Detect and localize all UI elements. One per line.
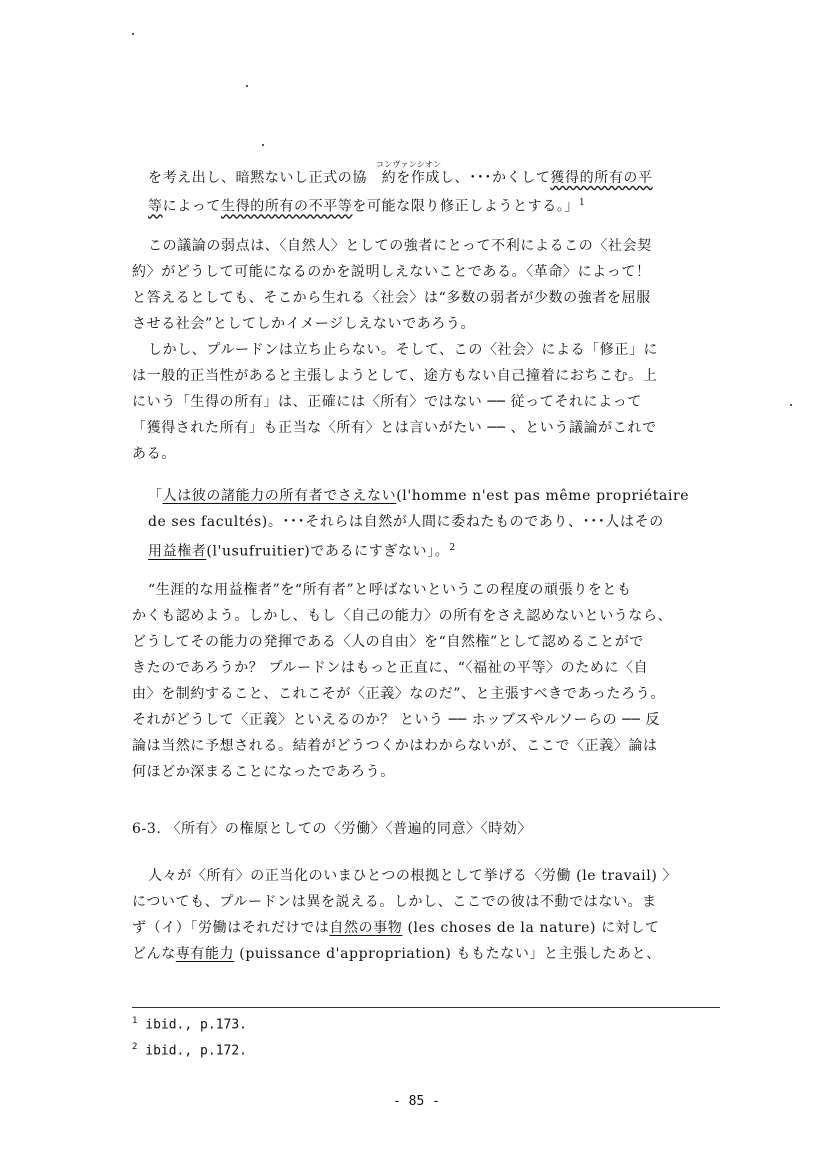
underlined-span: 専有能力: [175, 946, 235, 962]
p4-line-1: “生涯的な用益権者”を“所有者”と呼ばないというこの程度の頑張りをとも: [148, 582, 632, 598]
p4-line-4: きたのであろうか？ プルードンはもっと正直に、“〈福祉の平等〉のために〈自: [132, 660, 649, 676]
text-span: どんな: [132, 946, 176, 962]
scan-speck: [262, 144, 264, 146]
footnote-ref: 1: [579, 198, 586, 208]
p2-line-4: させる社会”としてしかイメージしえないであろう。: [132, 316, 476, 332]
underlined-span: 人は彼の諸能力の所有者でさえない: [162, 488, 397, 504]
quote-line-2: de ses facultés)。･･･それらは自然が人間に委ねたものであり、･･･人はその: [148, 514, 664, 530]
footnote-ref: 2: [449, 543, 456, 553]
p3-line-3: にいう「生得の所有」は、正確には〈所有〉ではない ── 従ってそれによって: [132, 394, 642, 410]
ruby-base: 協 約: [352, 170, 397, 186]
text-span: ず（イ）「労働はそれだけでは: [132, 920, 330, 936]
p4-line-5: 由〉を制約すること、これこそが〈正義〉なのだ”、と主張すべきであったろう。: [132, 686, 665, 702]
p3-line-1: しかし、プルードンは立ち止らない。そして、この〈社会〉による「修正」に: [148, 342, 659, 358]
text-span: (l'usufruitier)であるにすぎない」。: [206, 543, 450, 560]
furigana: コンヴァンシオン: [376, 160, 442, 169]
underlined-span: 自然の事物: [329, 920, 403, 936]
footnote-text: ibid., p.173.: [137, 1017, 247, 1033]
p5-line-1: 人々が〈所有〉の正当化のいまひとつの根拠として挙げる〈労働 (le travail) 〉: [148, 868, 678, 884]
page-number: - 85 -: [393, 1094, 440, 1109]
text-span: を可能な限り修正しようとする。」: [352, 198, 580, 215]
p5-line-3: [132, 920, 660, 936]
emphasis-span: 等: [148, 198, 163, 215]
footnote-1: [132, 1016, 247, 1032]
p2-line-2: 約〉がどうして可能になるのかを説明しえないことである。〈革命〉によって！: [132, 264, 651, 280]
scan-speck: [132, 33, 134, 35]
text-span: を作成し、･･･かくして: [396, 170, 551, 186]
p4-line-8: 何ほどか深まることになったであろう。: [132, 764, 395, 780]
p4-line-7: 論は当然に予想される。結着がどうつくかはわからないが、ここで〈正義〉論は: [132, 738, 658, 754]
p4-line-2: かくも認めよう。しかし、もし〈自己の能力〉の所有をさえ認めないというなら、: [132, 608, 673, 624]
p4-line-3: どうしてその能力の発揮である〈人の自由〉を“自然権”として認めることがで: [132, 634, 644, 650]
p5-line-4: [132, 946, 661, 962]
text-span: (les choses de la nature) に対して: [402, 920, 660, 936]
emphasis-span: 獲得的所有の平: [550, 170, 653, 186]
footnote-text: ibid., p.172.: [137, 1043, 247, 1059]
text-span: 「: [148, 488, 163, 504]
p3-line-4: 「獲得された所有」も正当な〈所有〉とは言いがたい ── 、という議論がこれで: [132, 420, 657, 436]
p2-line-1: この議論の弱点は、〈自然人〉としての強者にとって不利によるこの〈社会契: [148, 238, 652, 254]
p1-line-1: [148, 170, 653, 186]
quote-line-3: [148, 540, 456, 560]
text-span: によって: [162, 198, 222, 215]
footnote-number: 2: [132, 1042, 138, 1052]
p5-line-2: についても、プルードンは異を説える。しかし、ここでの彼は不動ではない。ま: [132, 894, 657, 910]
p2-line-3: と答えるとしても、そこから生れる〈社会〉は“多数の弱者が少数の強者を屈服: [132, 290, 651, 306]
footnote-divider: [132, 1007, 720, 1008]
text-span: を考え出し、暗黙ないし正式の: [148, 170, 353, 186]
p3-line-2: は一般的正当性があると主張しようとして、途方もない自己撞着におちこむ。上: [132, 368, 658, 384]
text-span: (l'homme n'est pas même propriétaire: [396, 488, 690, 504]
p1-line-2: [148, 195, 585, 215]
footnote-number: 1: [132, 1016, 138, 1026]
p3-line-5: ある。: [132, 446, 176, 462]
quote-line-1: [148, 488, 689, 504]
p4-line-6: それがどうして〈正義〉といえるのか？ という ── ホッブスやルソーらの ── 反: [132, 712, 661, 728]
emphasis-span: 生得的所有の不平等: [221, 198, 353, 215]
scan-speck: [790, 404, 792, 406]
scan-speck: [246, 85, 248, 87]
text-span: (puissance d'appropriation) ももたない」と主張したあと、: [234, 946, 661, 962]
section-heading: 6-3. 〈所有〉の権原としての〈労働〉〈普遍的同意〉〈時効〉: [132, 821, 533, 837]
footnote-2: [132, 1042, 247, 1058]
underlined-span: 用益権者: [148, 543, 207, 560]
